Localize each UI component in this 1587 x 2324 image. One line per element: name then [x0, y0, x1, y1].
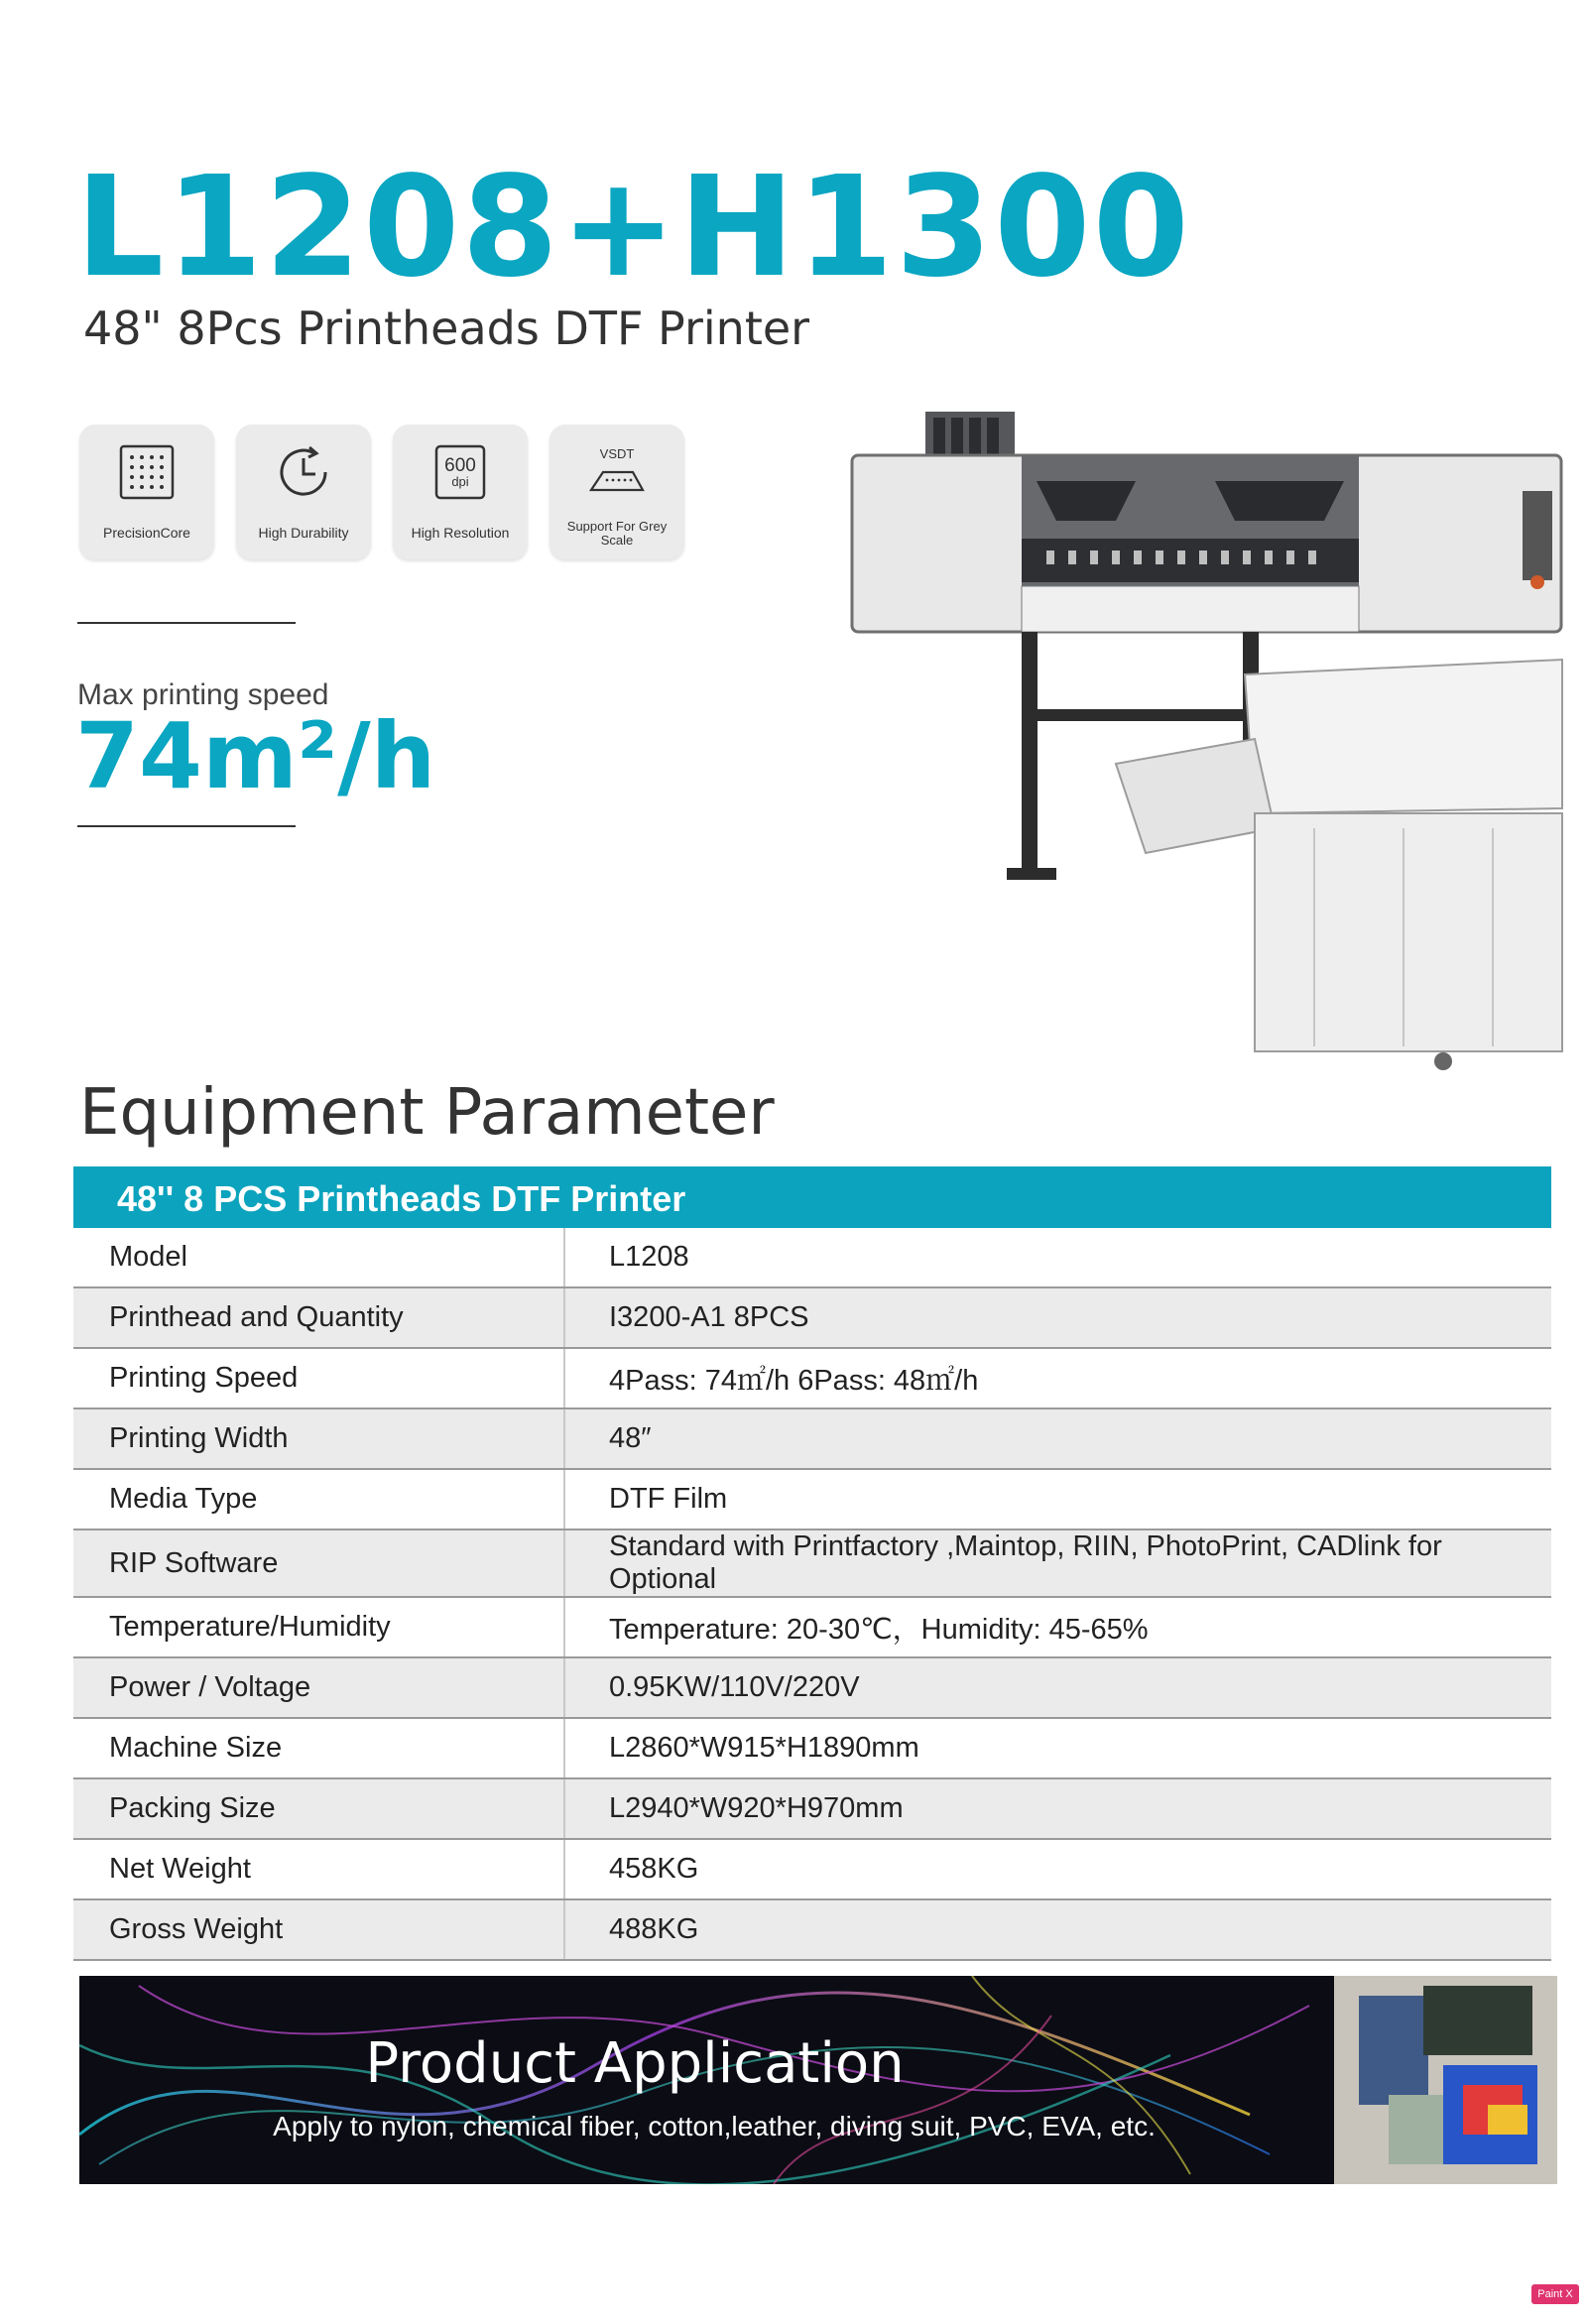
spec-value: DTF Film [564, 1469, 1551, 1529]
spec-value: 4Pass: 74㎡/h 6Pass: 48㎡/h [564, 1348, 1551, 1408]
resolution-number: 600 [444, 455, 476, 476]
spec-table-header-text: 48'' 8 PCS Printheads DTF Printer [117, 1178, 686, 1219]
spec-value: 0.95KW/110V/220V [564, 1657, 1551, 1718]
divider-top [77, 622, 296, 624]
product-application-description: Apply to nylon, chemical fiber, cotton,leather, diving suit, PVC, EVA, etc. [273, 2111, 1156, 2141]
table-row [73, 1778, 1551, 1839]
spec-key: Printing Speed [73, 1348, 564, 1408]
spec-value: 458KG [564, 1839, 1551, 1899]
product-title: L1208+H1300 [75, 147, 1191, 308]
feature-badge-resolution [393, 425, 528, 559]
spec-value: L2940*W920*H970mm [564, 1778, 1551, 1839]
table-row [73, 1228, 1551, 1287]
divider-bottom [77, 825, 296, 827]
equipment-parameter-heading: Equipment Parameter [79, 1076, 775, 1150]
feature-label: Support For Grey Scale [566, 519, 668, 548]
spec-key: Packing Size [73, 1778, 564, 1839]
feature-label: PrecisionCore [103, 525, 190, 541]
table-row [73, 1657, 1551, 1718]
spec-value: Temperature: 20-30℃，Humidity: 45-65% [564, 1597, 1551, 1657]
printer-image [848, 412, 1572, 1071]
table-row [73, 1287, 1551, 1348]
feature-badge-greyscale [549, 425, 684, 559]
spec-table-header [73, 1166, 1551, 1228]
resolution-unit: dpi [451, 474, 469, 489]
max-speed-value: 74m²/h [75, 703, 436, 809]
table-row [73, 1408, 1551, 1469]
table-row [73, 1469, 1551, 1529]
spec-key: Media Type [73, 1469, 564, 1529]
spec-table [73, 1228, 1551, 1961]
spec-key: Model [73, 1228, 564, 1287]
spec-value: L2860*W915*H1890mm [564, 1718, 1551, 1778]
spec-value: Standard with Printfactory ,Maintop, RIIN, PhotoPrint, CADlink for Optional [564, 1529, 1551, 1597]
vsdt-greyscale-icon [575, 444, 659, 500]
spec-key: Temperature/Humidity [73, 1597, 564, 1657]
table-row [73, 1718, 1551, 1778]
precisioncore-dots-icon [119, 444, 175, 500]
resolution-600dpi-icon [432, 444, 488, 500]
product-application-title: Product Application [365, 2031, 905, 2096]
table-row [73, 1899, 1551, 1960]
spec-key: Net Weight [73, 1839, 564, 1899]
spec-key: Printing Width [73, 1408, 564, 1469]
feature-badge-durability [236, 425, 371, 559]
spec-value: 488KG [564, 1899, 1551, 1960]
table-row [73, 1839, 1551, 1899]
spec-value: L1208 [564, 1228, 1551, 1287]
spec-value: 48″ [564, 1408, 1551, 1469]
feature-label: High Resolution [411, 525, 510, 541]
durability-clock-icon [276, 444, 331, 500]
spec-key: Power / Voltage [73, 1657, 564, 1718]
feature-badge-precisioncore [79, 425, 214, 559]
spec-key: Gross Weight [73, 1899, 564, 1960]
spec-key: Printhead and Quantity [73, 1287, 564, 1348]
vsdt-text: VSDT [599, 446, 635, 461]
product-subtitle: 48" 8Pcs Printheads DTF Printer [83, 302, 810, 355]
table-row [73, 1529, 1551, 1597]
spec-key: Machine Size [73, 1718, 564, 1778]
table-row [73, 1597, 1551, 1657]
paint-x-lite-tag: Paint X lite [1531, 2284, 1579, 2304]
table-row [73, 1348, 1551, 1408]
spec-key: RIP Software [73, 1529, 564, 1597]
spec-value: I3200-A1 8PCS [564, 1287, 1551, 1348]
feature-label: High Durability [258, 525, 349, 541]
max-speed-label: Max printing speed [77, 678, 329, 711]
